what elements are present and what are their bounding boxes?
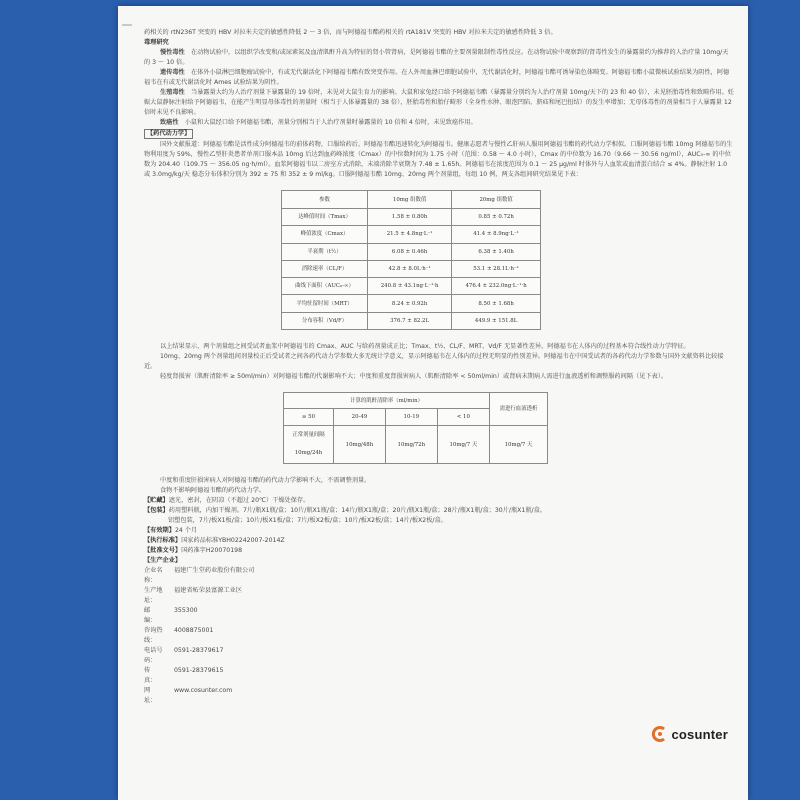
pk-value-20mg: 8.50 ± 1.68h [452,295,541,312]
package-line-2: 铝塑包装，7片/板X1板/盒；10片/板X1板/盒；7片/板X2板/盒；10片/板X2板/盒；14片/板X2板/盒。 [168,517,447,525]
pk-param: 消除速率（CL/F） [282,260,368,277]
renal-col-header: < 10 [437,409,489,426]
hepatic-para: 中度和重度肝损害病人对阿德福韦酯的药代动力学影响不大，不需调整剂量。 [160,477,371,485]
pk-heading: 【药代动力学】 [144,129,193,139]
pk-value-10mg: 1.58 ± 0.80h [368,209,452,226]
pk-param: 分布容积（Vd/F） [282,312,368,329]
pk-param: 平均驻留时间（MRT） [282,295,368,312]
brand-name: cosunter [671,726,728,742]
pk-value-10mg: 240.8 ± 43.1ng·L⁻¹·h [368,278,452,295]
pk-param: 峰值浓度（Cmax） [282,226,368,243]
package-line: 【包装】药用塑料瓶，内加干燥剂。7片/瓶X1瓶/盒；10片/瓶X1瓶/盒；14片/瓶X1瓶/盒；20片/瓶X1瓶/盒；28片/瓶X1瓶/盒；30片/瓶X1瓶/盒。 [144,507,546,515]
table-row [282,278,541,295]
pk-table-header [282,191,541,209]
pk-result-para: 以上结果显示，两个剂量组之间受试者血浆中阿德福韦的 Cmax、AUC 与给药剂量成正比；Tmax、t½、CL/F、MRT、Vd/F 无显著性差异，阿德福韦在人体内的过程基本符合线性动力学特征。 [160,343,690,351]
manufacturer-row: 电话号码： 0591-28379617 [144,647,224,665]
standard-line: 【执行标准】国家药品标准YBH02242007-2014Z [144,537,285,545]
brand-logo [651,726,728,742]
pk-value-20mg: 6.38 ± 1.40h [452,243,541,260]
pk-value-10mg: 376.7 ± 82.2L [368,312,452,329]
manufacturer-info [144,566,734,706]
renal-normal-interval: 正常剂量间隔 10mg/24h [284,426,334,464]
pk-para: 国外文献报道：阿德福韦酯是活性成分阿德福韦的前体药物，口服给药后，阿德福韦酯迅速转化为阿德福韦。健康志愿者与慢性乙肝病人服用阿德福韦酯的药代动力学相似。口服阿德福韦酯 10mg 阿德福韦的生物利用度为 59%，慢性乙型肝炎患者单剂口服本品 10mg 后达到血药峰浓度（Cmax）的中位数时间为 1.75 小时（范围：0.58 ～ 4.0 小时），Cmax 的中位数为 16.70（9.66 ～ 30.56 ng/ml），AUC₀-∞ 的中位数为 204.40（109.75 ～ 356.05 ng·h/ml）。血浆阿德福韦以二房室方式消除，末端消除半衰期为 7.48 ± 1.65h。阿德福韦在浓度范围为 0.1 ～ 25 μg/ml 时体外与人血浆或血清蛋白结合 ≤ 4%。静脉注射 1.0 或 3.0mg/kg/天 稳态分布体积分别为 392 ± 75 和 352 ± 9 ml/kg。口服阿德福韦酯 10mg、20mg 两个剂量组，每组 10 例，两支各组间研究结果见下表： [144,141,733,178]
renal-col-header: 10-19 [385,409,437,426]
table-row [282,226,541,243]
tox-genetic: 遗传毒性 在体外小鼠淋巴细胞瘤试验中，有或无代谢活化下阿德福韦酯有致突变作用。在人外周血淋巴细胞试验中，无代谢活化时，阿德福韦酯可诱导染色体畸变。阿德福韦酯小鼠微核试验结果为阴性，阿德福韦在有或无代谢活化时 Ames 试验结果为阴性。 [144,69,730,86]
storage-line: 【贮藏】遮光，密封，在阴凉（不超过 20℃）干燥处保存。 [144,497,310,505]
renal-table-wrap [118,392,748,464]
renal-dose: 10mg/7 天 [437,426,489,464]
renal-dose: 10mg/48h [334,426,386,464]
body-top-para: 药相关的 rtN236T 突变的 HBV 对拉米夫定的敏感性降低 2 ～ 3 倍，而与阿德福韦酯药相关的 rtA181V 突变的 HBV 对拉米夫定的敏感性降低 3 倍。 [144,29,557,36]
manufacturer-row: 网 址： www.cosunter.com [144,687,233,705]
pk-header-cell: 参数 [282,191,368,209]
manufacturer-row: 传 真： 0591-28379615 [144,667,224,685]
manufacturer-row: 咨询热线： 4008875001 [144,627,214,645]
pk-value-10mg: 42.8 ± 8.0L·h⁻¹ [368,260,452,277]
pk-gender-para: 10mg、20mg 两个剂量组间剂量校正后受试者之间各药代动力学参数大多无统计学意义，显示阿德福韦在人体内的过程无明显的性别差异。阿德福韦在中国受试者的各药代动力学参数与国外文献资料比较接近。 [144,353,724,371]
tox-carcinogenic: 致癌性 小鼠和大鼠经口给予阿德福韦酯，剂量分别相当于人治疗剂量时暴露量的 10 倍和 4 倍时，未见致癌作用。 [160,119,477,126]
table-row [282,295,541,312]
renal-dialysis-header: 需进行血液透析 [490,393,548,426]
pk-header-cell: 20mg 组数值 [452,191,541,209]
pk-table-wrap [118,190,748,330]
table-row [282,243,541,260]
pk-value-10mg: 6.08 ± 0.46h [368,243,452,260]
tox-reproductive: 生殖毒性 当暴露量大约为人治疗剂量下暴露量的 19 倍时，未见对大鼠生育力的影响。大鼠和家兔经口给予阿德福韦酯（暴露量分别约为人治疗剂量 10mg/天下的 23 和 40 倍），未见胚胎毒性和致畸作用。妊娠大鼠静脉注射给予阿德福韦，在能产生明显母体毒性的剂量时（相当于人体暴露量的 38 倍），胚胎毒性和胎仔畸形（全身性水肿、眼泡凹陷、脐疝和尾巴扭结）的发生率增加；无母体毒性的剂量相当于人暴露量 12 倍时未见不良影响。 [144,89,734,116]
pk-param: 曲线下面积（AUC₀-∞） [282,278,368,295]
tox-heading: 毒理研究 [144,39,169,46]
manufacturer-heading: 【生产企业】 [144,557,182,565]
table-row [282,260,541,277]
pk-header-cell: 10mg 组数值 [368,191,452,209]
renal-intro-para: 轻度肾损害（肌酐清除率 ≥ 50ml/min）对阿德福韦酯的代谢影响不大；中度和重度肾损害病人（肌酐清除率 < 50ml/min）或肾病末期病人需进行血液透析和调整服药间隔（见下表）。 [160,373,668,381]
pk-value-20mg: 41.4 ± 8.9ng·L⁻¹ [452,226,541,243]
manufacturer-row: 邮 编： 355300 [144,607,198,625]
renal-dialysis-dose: 10mg/7 天 [490,426,548,464]
renal-dose: 10mg/72h [385,426,437,464]
validity-line: 【有效期】24 个月 [144,527,198,535]
table-row [284,393,548,409]
renal-table [283,392,548,464]
pk-param: 半衰期（t½） [282,243,368,260]
renal-col-header: ≥ 50 [284,409,334,426]
pk-value-20mg: 53.1 ± 28.1L·h⁻¹ [452,260,541,277]
document-sheet [118,6,748,800]
pk-table [281,190,541,330]
cosunter-logo-icon [651,726,667,742]
pk-value-20mg: 449.9 ± 151.8L [452,312,541,329]
table-row [284,426,548,464]
tox-chronic: 慢性毒性 在动物试验中，以组织学改变和/或尿素氮及血清肌酐升高为特征的肾小管肾病，是阿德福韦酯的主要剂量限制性毒性反应。在动物试验中观察到的肾毒性发生的暴露量约为推荐的人治疗量 10mg/天 的 3 ～ 10 倍。 [144,49,729,66]
pk-value-20mg: 0.85 ± 0.72h [452,209,541,226]
renal-group-header: 计算的肌酐清除率（ml/min） [284,393,490,409]
manufacturer-row: 企业名称： 福建广生堂药业股份有限公司 [144,567,255,585]
renal-col-header: 20-49 [334,409,386,426]
table-row [282,209,541,226]
corner-mark [122,24,132,26]
manufacturer-row: 生产地址： 福建省柘荣县富源工业区 [144,587,243,605]
table-row [282,312,541,329]
leaflet-content [144,28,734,706]
pk-param: 达峰值时间（Tmax） [282,209,368,226]
approval-line: 【批准文号】国药准字H20070198 [144,547,243,555]
pk-value-20mg: 476.4 ± 232.0ng·L⁻¹·h [452,278,541,295]
food-para: 食物不影响阿德福韦酯的药代动力学。 [160,487,266,495]
pk-value-10mg: 21.5 ± 4.8ng·L⁻¹ [368,226,452,243]
pk-value-10mg: 8.24 ± 0.92h [368,295,452,312]
